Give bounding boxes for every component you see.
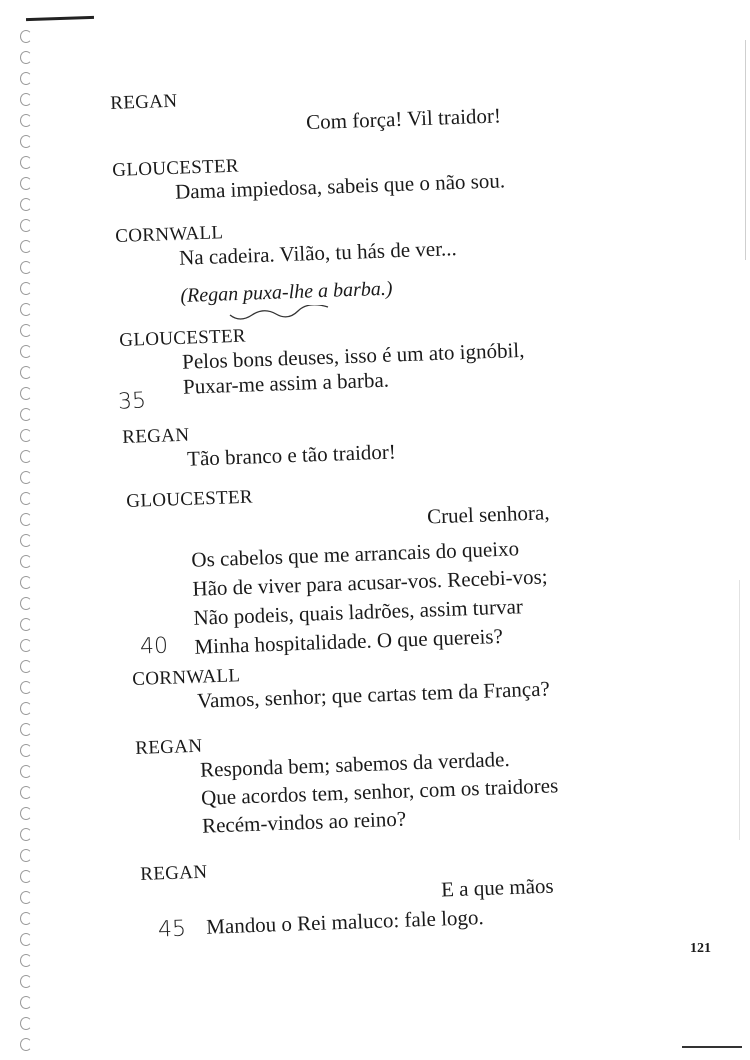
binding-ring <box>20 786 32 799</box>
binding-ring <box>20 828 32 841</box>
speaker-name: CORNWALL <box>132 665 241 690</box>
dialogue-line: Dama impiedosa, sabeis que o não sou. <box>174 168 506 204</box>
binding-ring <box>20 954 32 967</box>
dialogue-line: Que acordos tem, senhor, com os traidores <box>200 773 559 810</box>
dialogue-line: Cruel senhora, <box>426 500 550 529</box>
dialogue-line: Tão branco e tão traidor! <box>186 439 397 471</box>
binding-ring <box>20 345 32 358</box>
dialogue-line: Hão de viver para acusar-vos. Recebi-vos; <box>192 564 548 601</box>
dialogue-line: Mandou o Rei maluco: fale logo. <box>205 905 485 939</box>
binding-ring <box>20 324 32 337</box>
dialogue-line: Recém-vindos ao reino? <box>201 806 407 838</box>
speaker-name: GLOUCESTER <box>112 155 240 181</box>
dialogue-line: Puxar-me assim a barba. <box>182 367 390 399</box>
speech <box>122 417 396 473</box>
binding-ring <box>20 639 32 652</box>
binding-ring <box>20 1038 32 1051</box>
speech <box>140 850 555 942</box>
binding-ring <box>20 177 32 190</box>
speaker-name: REGAN <box>135 735 203 759</box>
binding-ring <box>20 975 32 988</box>
binding-ring <box>20 723 32 736</box>
binding-ring <box>20 135 32 148</box>
spiral-binding <box>14 30 44 1060</box>
handwritten-line-number: 45 <box>157 916 187 943</box>
speaker-name: GLOUCESTER <box>119 325 247 351</box>
page-edge <box>739 580 740 840</box>
speaker-name: CORNWALL <box>115 222 224 247</box>
speaker-name: GLOUCESTER <box>126 486 254 512</box>
binding-ring <box>20 429 32 442</box>
binding-ring <box>20 30 32 43</box>
speaker-name: REGAN <box>110 90 178 114</box>
handwritten-line-number: 35 <box>117 388 147 415</box>
binding-ring <box>20 660 32 673</box>
binding-ring <box>20 72 32 85</box>
speech <box>132 654 550 716</box>
binding-ring <box>20 513 32 526</box>
binding-ring <box>20 618 32 631</box>
binding-ring <box>20 198 32 211</box>
binding-ring <box>20 555 32 568</box>
binding-ring <box>20 807 32 820</box>
stage-direction: (Regan puxa-lhe a barba.) <box>180 277 393 307</box>
binding-ring <box>20 597 32 610</box>
binding-ring <box>20 450 32 463</box>
speech <box>119 316 526 402</box>
dialogue-line: Não podeis, quais ladrões, assim turvar <box>193 594 524 630</box>
binding-ring <box>20 408 32 421</box>
binding-ring <box>20 891 32 904</box>
speech <box>135 723 560 841</box>
binding-ring <box>20 702 32 715</box>
binding-ring <box>20 240 32 253</box>
binding-ring <box>20 492 32 505</box>
binding-ring <box>20 1017 32 1030</box>
binding-ring <box>20 681 32 694</box>
dialogue-line: Pelos bons deuses, isso é um ato ignóbil, <box>181 337 525 374</box>
speech <box>112 146 505 207</box>
pen-mark <box>682 1046 742 1048</box>
binding-ring <box>20 534 32 547</box>
dialogue-line: Responda bem; sabemos da verdade. <box>199 746 511 782</box>
binding-ring <box>20 93 32 106</box>
binding-ring <box>20 156 32 169</box>
dialogue-line: Vamos, senhor; que cartas tem da França? <box>196 676 551 713</box>
binding-ring <box>20 765 32 778</box>
binding-ring <box>20 303 32 316</box>
binding-ring <box>20 471 32 484</box>
speech <box>110 79 501 142</box>
binding-ring <box>20 366 32 379</box>
binding-ring <box>20 219 32 232</box>
binding-ring <box>20 933 32 946</box>
binding-ring <box>20 282 32 295</box>
binding-ring <box>20 849 32 862</box>
speaker-name: REGAN <box>122 424 190 448</box>
speaker-name: REGAN <box>140 861 208 885</box>
binding-ring <box>20 576 32 589</box>
stage-direction-block <box>180 278 393 308</box>
binding-ring <box>20 912 32 925</box>
binding-ring <box>20 261 32 274</box>
binding-ring <box>20 51 32 64</box>
handwritten-line-number: 40 <box>139 633 169 660</box>
binding-ring <box>20 996 32 1009</box>
dialogue-line: Com força! Vil traidor! <box>305 103 502 135</box>
page-edge <box>745 40 746 260</box>
speech <box>115 214 457 273</box>
binding-ring <box>20 870 32 883</box>
binding-ring <box>20 114 32 127</box>
pen-mark <box>26 16 94 21</box>
speech <box>126 476 554 662</box>
dialogue-line: Os cabelos que me arrancais do queixo <box>191 536 520 572</box>
page-number: 121 <box>690 941 711 956</box>
dialogue-line: E a que mãos <box>440 873 554 902</box>
dialogue-line: Minha hospitalidade. O que quereis? <box>194 623 504 659</box>
dialogue-line: Na cadeira. Vilão, tu hás de ver... <box>178 236 458 270</box>
binding-ring <box>20 387 32 400</box>
binding-ring <box>20 744 32 757</box>
